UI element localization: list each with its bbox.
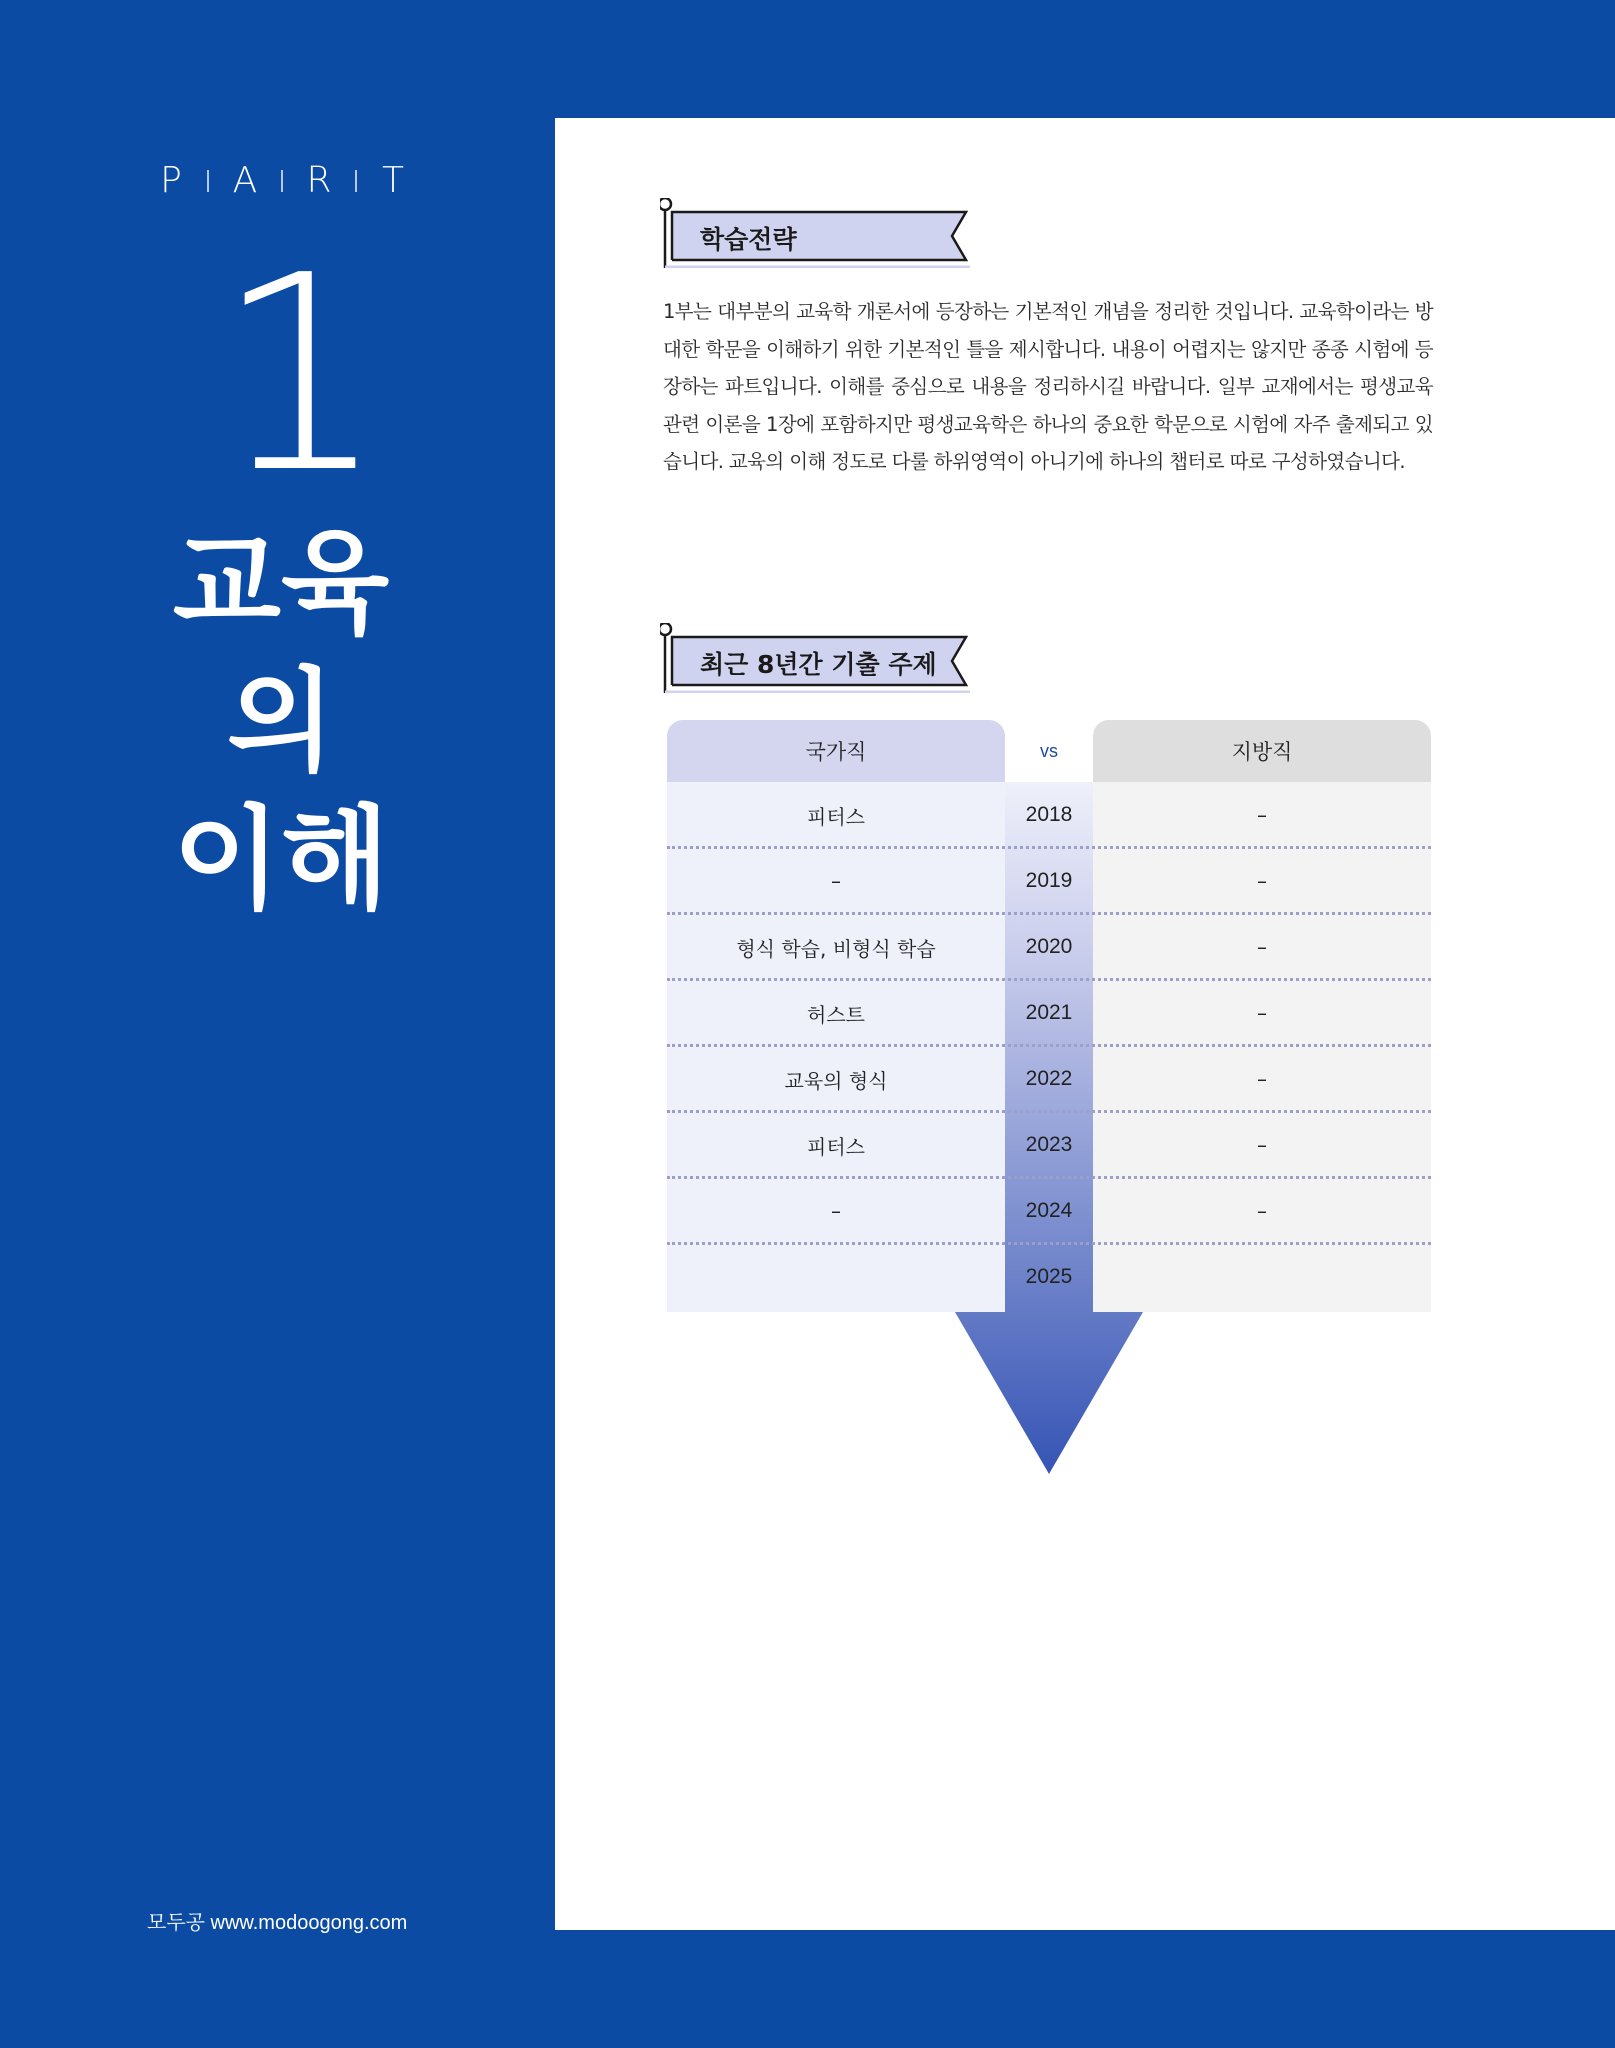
table-row — [667, 1244, 1431, 1310]
year-label: 2021 — [1025, 1001, 1073, 1024]
year-label: 2022 — [1025, 1067, 1073, 1090]
part-title-line: 이해 — [172, 795, 390, 925]
national-topic: 피터스 — [807, 1134, 865, 1159]
national-column-title: 국가직 — [805, 740, 867, 764]
national-topic: 피터스 — [807, 804, 865, 829]
part-letter-divider — [207, 170, 209, 192]
table-row — [667, 914, 1431, 980]
year-label: 2020 — [1025, 935, 1073, 958]
strategy-body: 1부는 대부분의 교육학 개론서에 등장하는 기본적인 개념을 정리한 것입니다. 교육학이라는 방대한 학문을 이해하기 위한 기본적인 틀을 제시합니다. 내용이 어렵지는 않지만 종종 시험에 등장하는 파트입니다. 이해를 중심으로 내용을 정리하시길 바랍니다. 일부 교재에서는 평생교육 관련 이론을 1장에 포함하지만 평생교육학은 하나의 중요한 학문으로 시험에 자주 출제되고 있습니다. 교육의 이해 정도로 다룰 하위영역이 아니기에 하나의 챕터로 따로 구성하였습니다. — [663, 300, 1433, 473]
content-sheet — [555, 118, 1615, 1930]
table-row — [667, 782, 1431, 848]
part-letter: P — [160, 160, 182, 201]
local-topic: – — [1257, 1001, 1267, 1025]
exam-heading: 최근 8년간 기출 주제 — [700, 650, 937, 679]
part-letter: A — [232, 160, 258, 201]
table-row — [667, 980, 1431, 1046]
year-label: 2023 — [1025, 1133, 1073, 1156]
national-topic: 형식 학습, 비형식 학습 — [736, 936, 936, 961]
footer-brand: 모두공 www.modoogong.com — [147, 1912, 408, 1934]
table-row — [667, 1178, 1431, 1244]
year-label: 2024 — [1025, 1199, 1073, 1222]
part-title-line: 교육의 — [172, 519, 390, 787]
year-label: 2018 — [1025, 803, 1073, 826]
local-column-header — [1093, 720, 1431, 782]
local-topic: – — [1257, 1133, 1267, 1157]
exam-table — [667, 720, 1431, 1540]
local-topic: – — [1257, 935, 1267, 959]
table-row — [667, 1112, 1431, 1178]
part-title — [136, 515, 426, 929]
part-letter-divider — [355, 170, 357, 192]
part-letter: R — [306, 160, 332, 201]
national-topic: – — [831, 869, 841, 893]
national-topic — [667, 1244, 1005, 1310]
strategy-heading: 학습전략 — [700, 225, 797, 254]
local-topic: – — [1257, 869, 1267, 893]
local-column-title: 지방직 — [1231, 740, 1293, 764]
part-letter: T — [382, 160, 404, 201]
local-topic — [1093, 1244, 1431, 1310]
part-number: 1 — [215, 217, 387, 532]
table-row — [667, 848, 1431, 914]
part-label — [158, 160, 406, 201]
year-label: 2019 — [1025, 869, 1073, 892]
national-topic: 허스트 — [807, 1002, 865, 1027]
strategy-heading-flag — [660, 198, 980, 268]
national-topic: – — [831, 1199, 841, 1223]
national-column-header — [667, 720, 1005, 782]
national-topic: 교육의 형식 — [784, 1068, 888, 1093]
exam-heading-flag — [660, 623, 980, 693]
local-topic: – — [1257, 1199, 1267, 1223]
local-topic: – — [1257, 803, 1267, 827]
vs-label: vs — [1040, 740, 1058, 761]
year-label: 2025 — [1025, 1265, 1073, 1288]
part-letter-divider — [281, 170, 283, 192]
local-topic: – — [1257, 1067, 1267, 1091]
table-row — [667, 1046, 1431, 1112]
